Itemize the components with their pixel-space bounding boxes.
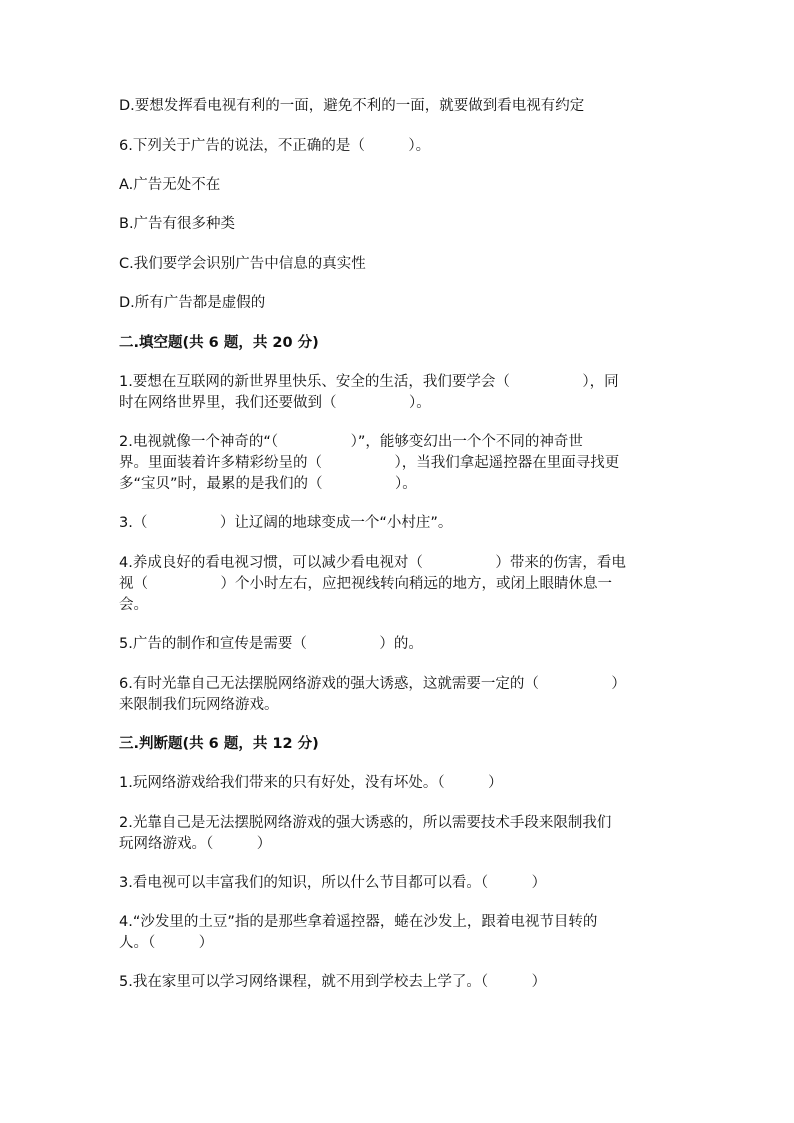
option-5d: D.要想发挥看电视有利的一面，避免不利的一面，就要做到看电视有约定 — [119, 98, 585, 114]
fill-question-5: 5.广告的制作和宣传是需要（ ）的。 — [119, 636, 423, 652]
judge-question-4-line-1: 4.“沙发里的土豆”指的是那些拿着遥控器，蜷在沙发上，跟着电视节目转的 — [119, 914, 598, 930]
fill-question-4-line-1: 4.养成良好的看电视习惯，可以减少看电视对（ ）带来的伤害，看电 — [119, 555, 626, 571]
judge-question-2-line-1: 2.光靠自己是无法摆脱网络游戏的强大诱惑的，所以需要技术手段来限制我们 — [119, 815, 612, 831]
option-6a: A.广告无处不在 — [119, 177, 221, 193]
fill-question-2-line-2: 界。里面装着许多精彩纷呈的（ ），当我们拿起遥控器在里面寻找更 — [119, 455, 620, 471]
judge-question-2-line-2: 玩网络游戏。（ ） — [119, 836, 272, 852]
fill-question-2-line-3: 多“宝贝”时，最累的是我们的（ ）。 — [119, 476, 417, 492]
question-6-stem: 6.下列关于广告的说法，不正确的是（ ）。 — [119, 138, 431, 154]
section-heading-true-false: 三.判断题(共 6 题，共 12 分) — [119, 736, 319, 752]
fill-question-1-line-1: 1.要想在互联网的新世界里快乐、安全的生活，我们要学会（ ），同 — [119, 374, 619, 390]
option-6b: B.广告有很多种类 — [119, 216, 236, 232]
section-heading-fill-in: 二.填空题(共 6 题，共 20 分) — [119, 335, 319, 351]
judge-question-4-line-2: 人。（ ） — [119, 935, 214, 951]
judge-question-5: 5.我在家里可以学习网络课程，就不用到学校去上学了。（ ） — [119, 974, 547, 990]
fill-question-4-line-3: 会。 — [119, 597, 148, 613]
judge-question-1: 1.玩网络游戏给我们带来的只有好处，没有坏处。（ ） — [119, 775, 503, 791]
option-6d: D.所有广告都是虚假的 — [119, 295, 266, 311]
option-6c: C.我们要学会识别广告中信息的真实性 — [119, 256, 366, 272]
judge-question-3: 3.看电视可以丰富我们的知识，所以什么节目都可以看。（ ） — [119, 875, 547, 891]
fill-question-6-line-1: 6.有时光靠自己无法摆脱网络游戏的强大诱惑，这就需要一定的（ ） — [119, 676, 626, 692]
fill-question-3: 3.（ ）让辽阔的地球变成一个“小村庄”。 — [119, 515, 453, 531]
fill-question-1-line-2: 时在网络世界里，我们还要做到（ ）。 — [119, 395, 431, 411]
fill-question-2-line-1: 2.电视就像一个神奇的“（ ）”，能够变幻出一个个不同的神奇世 — [119, 434, 583, 450]
fill-question-4-line-2: 视（ ）个小时左右，应把视线转向稍远的地方，或闭上眼睛休息一 — [119, 576, 612, 592]
fill-question-6-line-2: 来限制我们玩网络游戏。 — [119, 697, 279, 713]
